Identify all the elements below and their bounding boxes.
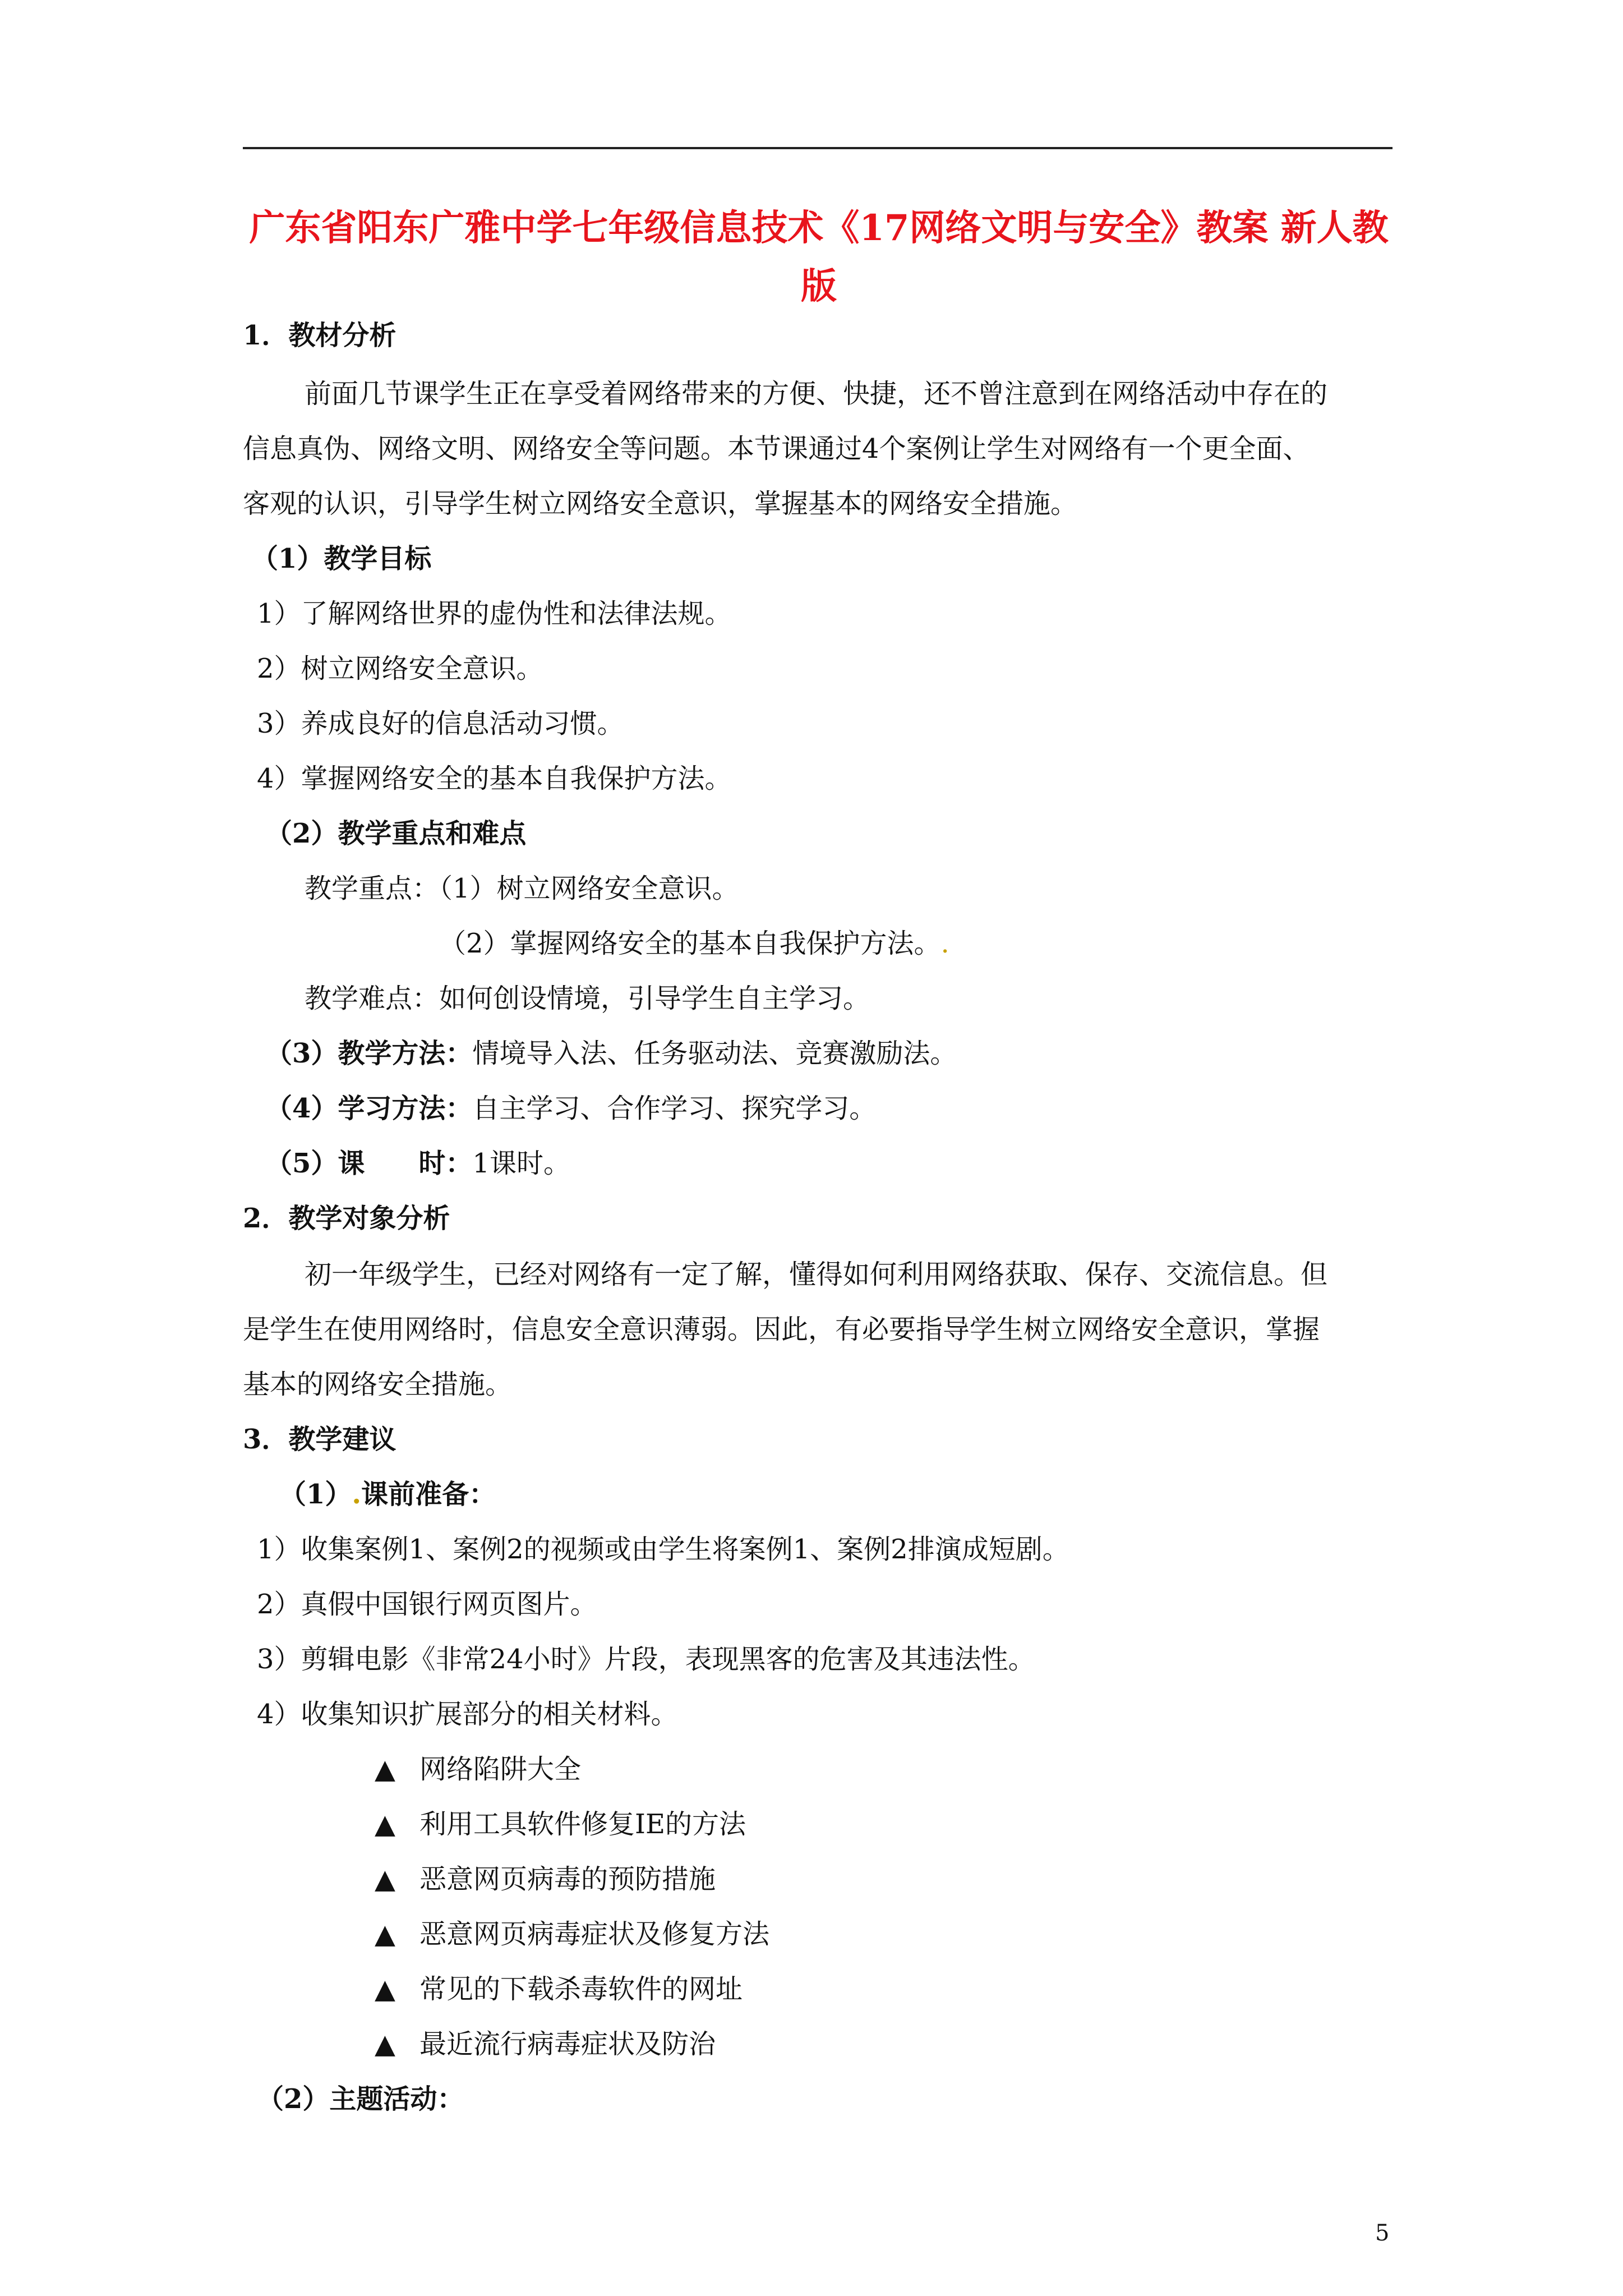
section-heading-2: 2．教学对象分析 xyxy=(243,1203,450,1234)
bullet-item xyxy=(375,1971,743,2007)
study-text: 自主学习、合作学习、探究学习。 xyxy=(472,1093,877,1124)
bullet-text: 利用工具软件修复IE的方法 xyxy=(419,1809,746,1840)
triangle-bullet-icon: ▲ xyxy=(375,1809,395,1840)
subheading-prep xyxy=(279,1476,496,1512)
prep-item: 4）收集知识扩展部分的相关材料。 xyxy=(257,1699,678,1730)
bullet-item xyxy=(375,1861,716,1897)
section-heading-1: 1．教材分析 xyxy=(243,320,396,351)
bullet-text: 恶意网页病毒症状及修复方法 xyxy=(419,1918,770,1950)
study-line xyxy=(265,1091,876,1126)
subheading-goals: （1）教学目标 xyxy=(251,543,432,574)
bullet-text: 常见的下载杀毒软件的网址 xyxy=(419,1973,743,2005)
hours-label: （5）课 时： xyxy=(265,1148,473,1179)
method-line xyxy=(265,1036,957,1071)
prep-prefix: （1） xyxy=(279,1479,352,1510)
paragraph-line: 是学生在使用网络时，信息安全意识薄弱。因此，有必要指导学生树立网络安全意识，掌握 xyxy=(243,1314,1320,1345)
triangle-bullet-icon: ▲ xyxy=(375,1918,395,1950)
bullet-item xyxy=(375,1806,746,1842)
method-text: 情境导入法、任务驱动法、竞赛激励法。 xyxy=(472,1038,957,1069)
subheading-keypoints: （2）教学重点和难点 xyxy=(265,818,527,849)
paragraph-line: 初一年级学生，已经对网络有一定了解，懂得如何利用网络获取、保存、交流信息。但 xyxy=(305,1259,1328,1290)
prep-item: 2）真假中国银行网页图片。 xyxy=(257,1589,597,1620)
difficulty-line: 教学难点：如何创设情境，引导学生自主学习。 xyxy=(305,983,870,1014)
triangle-bullet-icon: ▲ xyxy=(375,1754,395,1785)
goal-item: 4）掌握网络安全的基本自我保护方法。 xyxy=(257,763,732,794)
paragraph-line: 信息真伪、网络文明、网络安全等问题。本节课通过4个案例让学生对网络有一个更全面、 xyxy=(243,433,1310,464)
bullet-item xyxy=(375,2026,716,2062)
bullet-item xyxy=(375,1916,769,1952)
keypoint-line: 教学重点：（1）树立网络安全意识。 xyxy=(305,873,739,904)
keypoint-dot: . xyxy=(940,928,949,959)
hours-text: 1课时。 xyxy=(472,1148,570,1179)
hours-line xyxy=(265,1145,570,1181)
paragraph-line: 客观的认识，引导学生树立网络安全意识，掌握基本的网络安全措施。 xyxy=(243,488,1078,519)
page-number: 5 xyxy=(1375,2220,1390,2246)
goal-item: 1）了解网络世界的虚伪性和法律法规。 xyxy=(257,598,732,629)
method-label: （3）教学方法： xyxy=(265,1038,473,1069)
section-heading-3: 3．教学建议 xyxy=(243,1424,396,1455)
prep-label: 课前准备： xyxy=(361,1479,496,1510)
header-rule xyxy=(243,147,1393,149)
prep-dot: . xyxy=(352,1479,362,1510)
paragraph-line: 基本的网络安全措施。 xyxy=(243,1369,513,1400)
bullet-item xyxy=(375,1751,581,1787)
bullet-text: 恶意网页病毒的预防措施 xyxy=(419,1864,716,1895)
prep-item: 3）剪辑电影《非常24小时》片段，表现黑客的危害及其违法性。 xyxy=(257,1644,1035,1675)
subheading-theme: （2）主题活动： xyxy=(257,2083,464,2115)
keypoint-line xyxy=(439,926,949,961)
goal-item: 3）养成良好的信息活动习惯。 xyxy=(257,708,624,739)
bullet-text: 最近流行病毒症状及防治 xyxy=(419,2028,716,2060)
keypoint-text: （2）掌握网络安全的基本自我保护方法。 xyxy=(439,928,941,959)
paragraph-line: 前面几节课学生正在享受着网络带来的方便、快捷，还不曾注意到在网络活动中存在的 xyxy=(305,378,1328,409)
triangle-bullet-icon: ▲ xyxy=(375,1864,395,1895)
study-label: （4）学习方法： xyxy=(265,1093,473,1124)
goal-item: 2）树立网络安全意识。 xyxy=(257,653,543,684)
bullet-text: 网络陷阱大全 xyxy=(419,1754,582,1785)
triangle-bullet-icon: ▲ xyxy=(375,2028,395,2060)
triangle-bullet-icon: ▲ xyxy=(375,1973,395,2005)
prep-item: 1）收集案例1、案例2的视频或由学生将案例1、案例2排演成短剧。 xyxy=(257,1534,1069,1565)
document-title: 广东省阳东广雅中学七年级信息技术《17网络文明与安全》教案 新人教版 xyxy=(249,207,1389,307)
